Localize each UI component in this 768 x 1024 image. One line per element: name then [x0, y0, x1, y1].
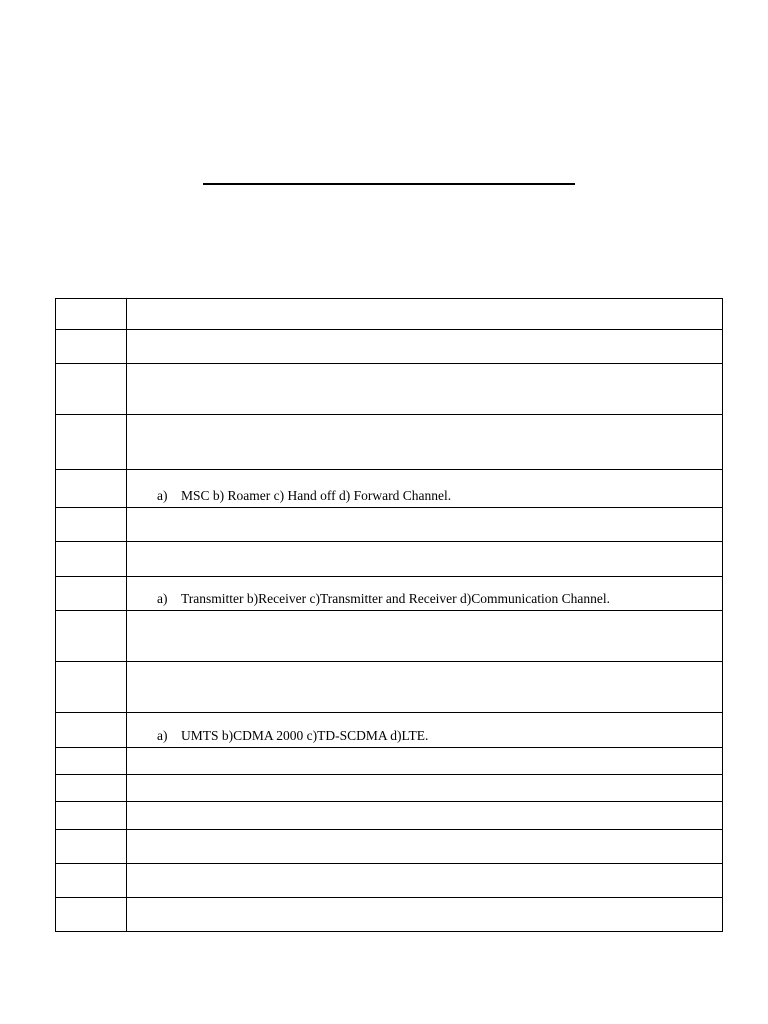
question-text-cell	[127, 508, 723, 542]
question-text-cell	[127, 611, 723, 662]
table-row	[56, 611, 723, 662]
question-text-cell	[127, 898, 723, 932]
question-text-cell	[127, 299, 723, 330]
options-cell	[127, 713, 723, 748]
question-number-cell	[56, 542, 127, 577]
question-text-cell	[127, 415, 723, 470]
option-marker: a)	[157, 591, 168, 606]
question-number-cell	[56, 775, 127, 802]
table-row	[56, 299, 723, 330]
option-marker: a)	[157, 488, 168, 503]
options-text: MSC b) Roamer c) Hand off d) Forward Channel.	[181, 488, 452, 503]
table-row	[56, 364, 723, 415]
options-text: UMTS b)CDMA 2000 c)TD-SCDMA d)LTE.	[181, 728, 429, 743]
table-row	[56, 542, 723, 577]
question-number-cell	[56, 508, 127, 542]
options-cell	[127, 470, 723, 508]
question-number-cell	[56, 748, 127, 775]
table-row	[56, 577, 723, 611]
table-row	[56, 415, 723, 470]
table-row	[56, 508, 723, 542]
question-number-cell	[56, 364, 127, 415]
question-text-cell	[127, 748, 723, 775]
question-text-cell	[127, 802, 723, 830]
question-number-cell	[56, 662, 127, 713]
question-number-cell	[56, 713, 127, 748]
table-row	[56, 713, 723, 748]
question-number-cell	[56, 299, 127, 330]
table-row	[56, 864, 723, 898]
table-row	[56, 802, 723, 830]
question-number-cell	[56, 802, 127, 830]
question-number-cell	[56, 898, 127, 932]
question-number-cell	[56, 864, 127, 898]
question-text-cell	[127, 542, 723, 577]
question-table	[55, 298, 723, 932]
question-text-cell	[127, 330, 723, 364]
question-number-cell	[56, 470, 127, 508]
title-underline	[203, 183, 575, 185]
options-text: Transmitter b)Receiver c)Transmitter and Receiver d)Communication Channel.	[181, 591, 611, 606]
option-marker: a)	[157, 728, 168, 743]
table-row	[56, 662, 723, 713]
table-row	[56, 775, 723, 802]
options-cell	[127, 577, 723, 611]
table-row	[56, 748, 723, 775]
question-number-cell	[56, 415, 127, 470]
question-text-cell	[127, 864, 723, 898]
question-text-cell	[127, 775, 723, 802]
table-row	[56, 470, 723, 508]
question-text-cell	[127, 662, 723, 713]
question-number-cell	[56, 330, 127, 364]
table-row	[56, 330, 723, 364]
table-row	[56, 830, 723, 864]
question-text-cell	[127, 830, 723, 864]
question-text-cell	[127, 364, 723, 415]
question-number-cell	[56, 830, 127, 864]
question-number-cell	[56, 611, 127, 662]
table-row	[56, 898, 723, 932]
question-number-cell	[56, 577, 127, 611]
